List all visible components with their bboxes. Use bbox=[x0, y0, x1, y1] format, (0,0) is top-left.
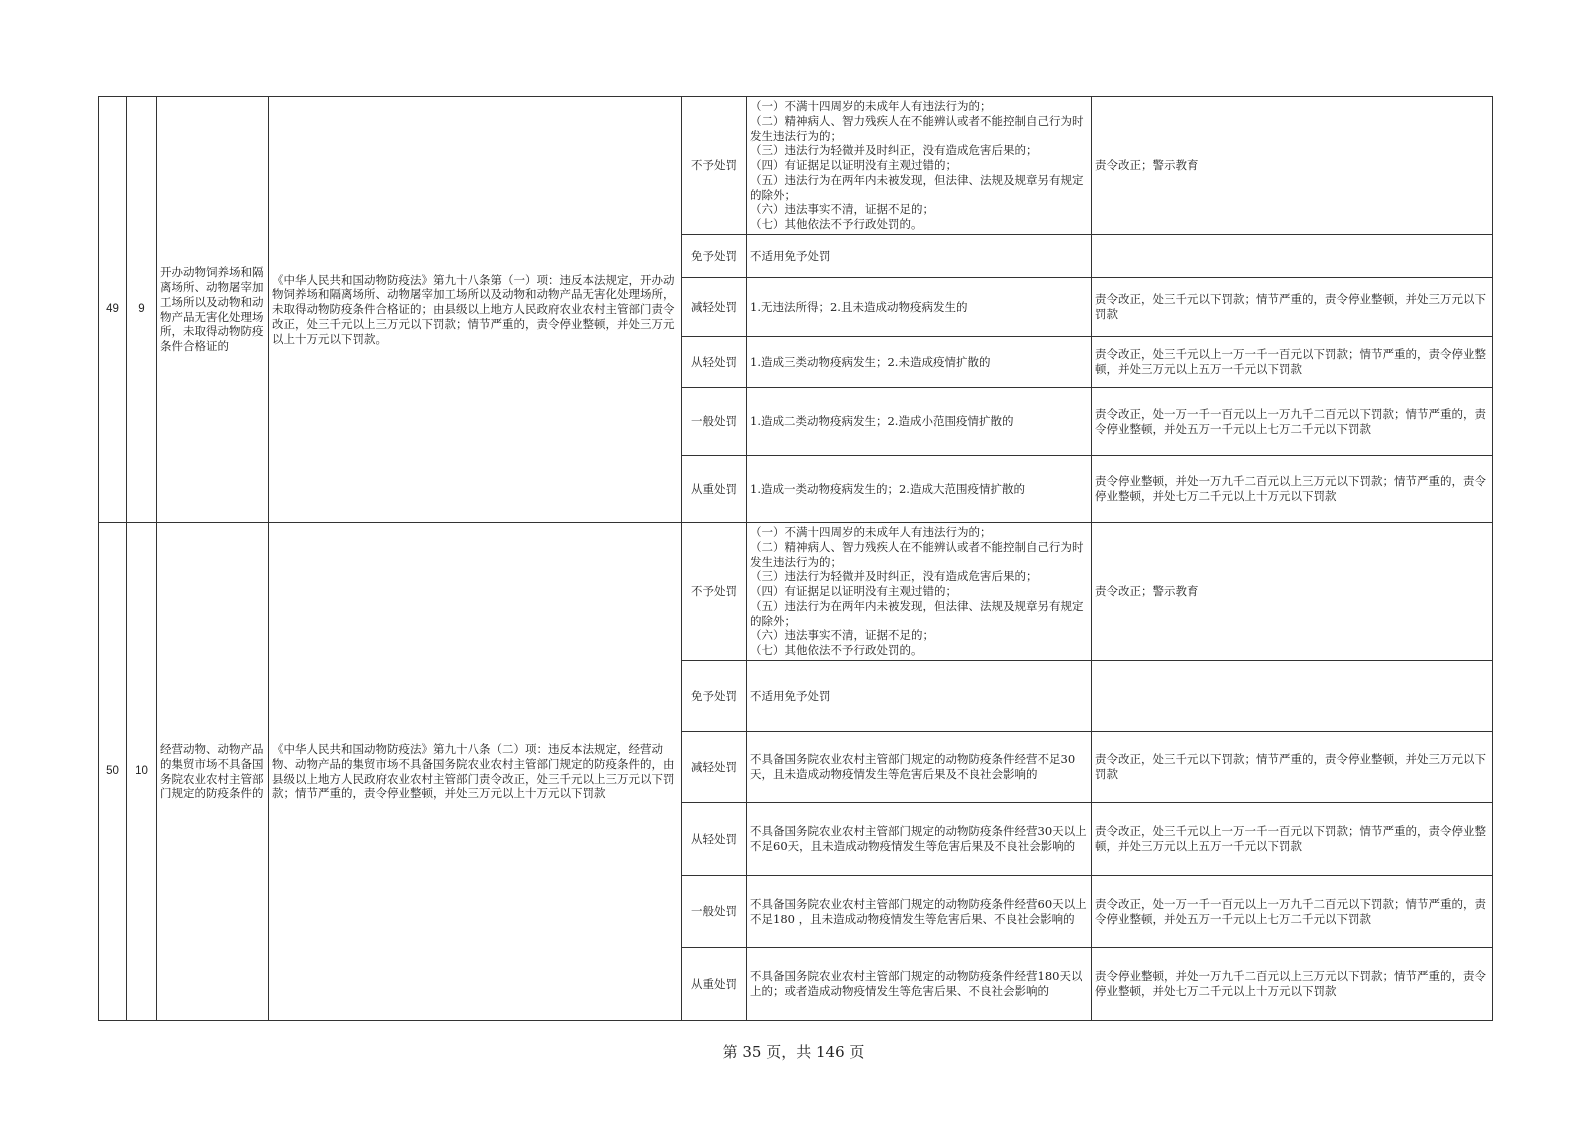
condition-line: （六）违法事实不清，证据不足的； bbox=[750, 202, 934, 217]
condition-line: 不具备国务院农业农村主管部门规定的动物防疫条件经营60天以上不足180 ，且未造成动物疫情发生等危害后果、不良社会影响的 bbox=[750, 896, 1087, 926]
penalty-level: 从重处罚 bbox=[682, 948, 747, 1021]
penalty-conditions bbox=[747, 456, 1092, 523]
condition-line: （一）不满十四周岁的未成年人有违法行为的； bbox=[750, 524, 992, 539]
condition-line: 不适用免予处罚 bbox=[750, 248, 831, 263]
penalty-conditions bbox=[747, 97, 1092, 235]
penalty-conditions bbox=[747, 337, 1092, 388]
condition-line: （七）其他依法不予行政处罚的。 bbox=[750, 217, 923, 232]
penalty-conditions bbox=[747, 523, 1092, 661]
penalty-standard: 责令改正，处一万一千一百元以上一万九千二百元以下罚款；情节严重的，责令停业整顿，并处五万一千元以上七万二千元以下罚款 bbox=[1092, 388, 1493, 456]
table-row bbox=[99, 97, 1493, 235]
condition-line: （七）其他依法不予行政处罚的。 bbox=[750, 643, 923, 658]
penalty-level: 从轻处罚 bbox=[682, 803, 747, 876]
condition-line: （一）不满十四周岁的未成年人有违法行为的； bbox=[750, 98, 992, 113]
penalty-conditions bbox=[747, 661, 1092, 732]
penalty-standard bbox=[1092, 661, 1493, 732]
condition-line: 1.造成三类动物疫病发生；2.未造成疫情扩散的 bbox=[750, 354, 991, 369]
penalty-standard: 责令改正；警示教育 bbox=[1092, 523, 1493, 661]
penalty-standard: 责令停业整顿，并处一万九千二百元以上三万元以下罚款；情节严重的，责令停业整顿，并处七万二千元以上十万元以下罚款 bbox=[1092, 948, 1493, 1021]
violation-behavior: 经营动物、动物产品的集贸市场不具备国务院农业农村主管部门规定的防疫条件的 bbox=[157, 523, 269, 1021]
penalty-standard: 责令改正，处三千元以下罚款；情节严重的，责令停业整顿，并处三万元以下罚款 bbox=[1092, 278, 1493, 337]
penalty-standard: 责令改正，处三千元以上一万一千一百元以下罚款；情节严重的，责令停业整顿，并处三万元以上五万一千元以下罚款 bbox=[1092, 337, 1493, 388]
penalty-standard: 责令改正，处三千元以下罚款；情节严重的，责令停业整顿，并处三万元以下罚款 bbox=[1092, 732, 1493, 803]
penalty-conditions bbox=[747, 732, 1092, 803]
penalty-conditions bbox=[747, 388, 1092, 456]
condition-line: （四）有证据足以证明没有主观过错的； bbox=[750, 584, 957, 599]
condition-line: （四）有证据足以证明没有主观过错的； bbox=[750, 158, 957, 173]
condition-line: 不具备国务院农业农村主管部门规定的动物防疫条件经营180天以上的；或者造成动物疫情发生等危害后果、不良社会影响的 bbox=[750, 969, 1083, 998]
condition-line: 1.造成一类动物疫病发生的；2.造成大范围疫情扩散的 bbox=[750, 481, 1025, 496]
sub-number: 9 bbox=[127, 97, 157, 523]
penalty-conditions bbox=[747, 278, 1092, 337]
condition-line: （二）精神病人、智力残疾人在不能辨认或者不能控制自己行为时发生违法行为的； bbox=[750, 113, 1084, 143]
condition-line: 不适用免予处罚 bbox=[750, 688, 831, 703]
penalty-conditions bbox=[747, 948, 1092, 1021]
penalty-conditions bbox=[747, 803, 1092, 876]
item-number: 50 bbox=[99, 523, 127, 1021]
penalty-level: 免予处罚 bbox=[682, 661, 747, 732]
legal-basis: 《中华人民共和国动物防疫法》第九十八条第（一）项：违反本法规定，开办动物饲养场和隔离场所、动物屠宰加工场所以及动物和动物产品无害化处理场所，未取得动物防疫条件合格证的；由县级以上地方人民政府农业农村主管部门责令改正，处三千元以上三万元以下罚款；情节严重的，责令停业整顿，并处三万元以上十万元以下罚款。 bbox=[269, 97, 682, 523]
condition-line: （二）精神病人、智力残疾人在不能辨认或者不能控制自己行为时发生违法行为的； bbox=[750, 539, 1084, 569]
condition-line: 1.无违法所得；2.且未造成动物疫病发生的 bbox=[750, 299, 968, 314]
penalty-level: 免予处罚 bbox=[682, 235, 747, 278]
penalty-standard: 责令改正，处三千元以上一万一千一百元以下罚款；情节严重的，责令停业整顿，并处三万元以上五万一千元以下罚款 bbox=[1092, 803, 1493, 876]
table-row bbox=[99, 523, 1493, 661]
condition-line: 不具备国务院农业农村主管部门规定的动物防疫条件经营30天以上不足60天，且未造成动物疫情发生等危害后果及不良社会影响的 bbox=[750, 824, 1087, 853]
penalty-standards-table bbox=[98, 96, 1493, 1021]
penalty-standard: 责令停业整顿，并处一万九千二百元以上三万元以下罚款；情节严重的，责令停业整顿，并处七万二千元以上十万元以下罚款 bbox=[1092, 456, 1493, 523]
penalty-level: 不予处罚 bbox=[682, 523, 747, 661]
penalty-standard bbox=[1092, 235, 1493, 278]
page-footer: 第 35 页，共 146 页 bbox=[722, 1043, 865, 1061]
penalty-standard: 责令改正，处一万一千一百元以上一万九千二百元以下罚款；情节严重的，责令停业整顿，并处五万一千元以上七万二千元以下罚款 bbox=[1092, 876, 1493, 948]
item-number: 49 bbox=[99, 97, 127, 523]
condition-line: （三）违法行为轻微并及时纠正，没有造成危害后果的； bbox=[750, 569, 1038, 584]
penalty-conditions bbox=[747, 235, 1092, 278]
penalty-level: 从重处罚 bbox=[682, 456, 747, 523]
condition-line: （六）违法事实不清，证据不足的； bbox=[750, 628, 934, 643]
condition-line: 不具备国务院农业农村主管部门规定的动物防疫条件经营不足30天，且未造成动物疫情发生等危害后果及不良社会影响的 bbox=[750, 752, 1076, 781]
penalty-level: 不予处罚 bbox=[682, 97, 747, 235]
penalty-level: 减轻处罚 bbox=[682, 278, 747, 337]
penalty-level: 减轻处罚 bbox=[682, 732, 747, 803]
penalty-level: 从轻处罚 bbox=[682, 337, 747, 388]
penalty-level: 一般处罚 bbox=[682, 876, 747, 948]
violation-behavior: 开办动物饲养场和隔离场所、动物屠宰加工场所以及动物和动物产品无害化处理场所，未取得动物防疫条件合格证的 bbox=[157, 97, 269, 523]
condition-line: （三）违法行为轻微并及时纠正，没有造成危害后果的； bbox=[750, 143, 1038, 158]
sub-number: 10 bbox=[127, 523, 157, 1021]
condition-line: 1.造成二类动物疫病发生；2.造成小范围疫情扩散的 bbox=[750, 414, 1014, 429]
penalty-standard: 责令改正；警示教育 bbox=[1092, 97, 1493, 235]
condition-line: （五）违法行为在两年内未被发现，但法律、法规及规章另有规定的除外； bbox=[750, 598, 1084, 628]
condition-line: （五）违法行为在两年内未被发现，但法律、法规及规章另有规定的除外； bbox=[750, 172, 1084, 202]
legal-basis: 《中华人民共和国动物防疫法》第九十八条（二）项：违反本法规定，经营动物、动物产品的集贸市场不具备国务院农业农村主管部门规定的防疫条件的，由县级以上地方人民政府农业农村主管部门责令改正，处三千元以上三万元以下罚款；情节严重的，责令停业整顿，并处三万元以上十万元以下罚款 bbox=[269, 523, 682, 1021]
penalty-conditions bbox=[747, 876, 1092, 948]
penalty-level: 一般处罚 bbox=[682, 388, 747, 456]
